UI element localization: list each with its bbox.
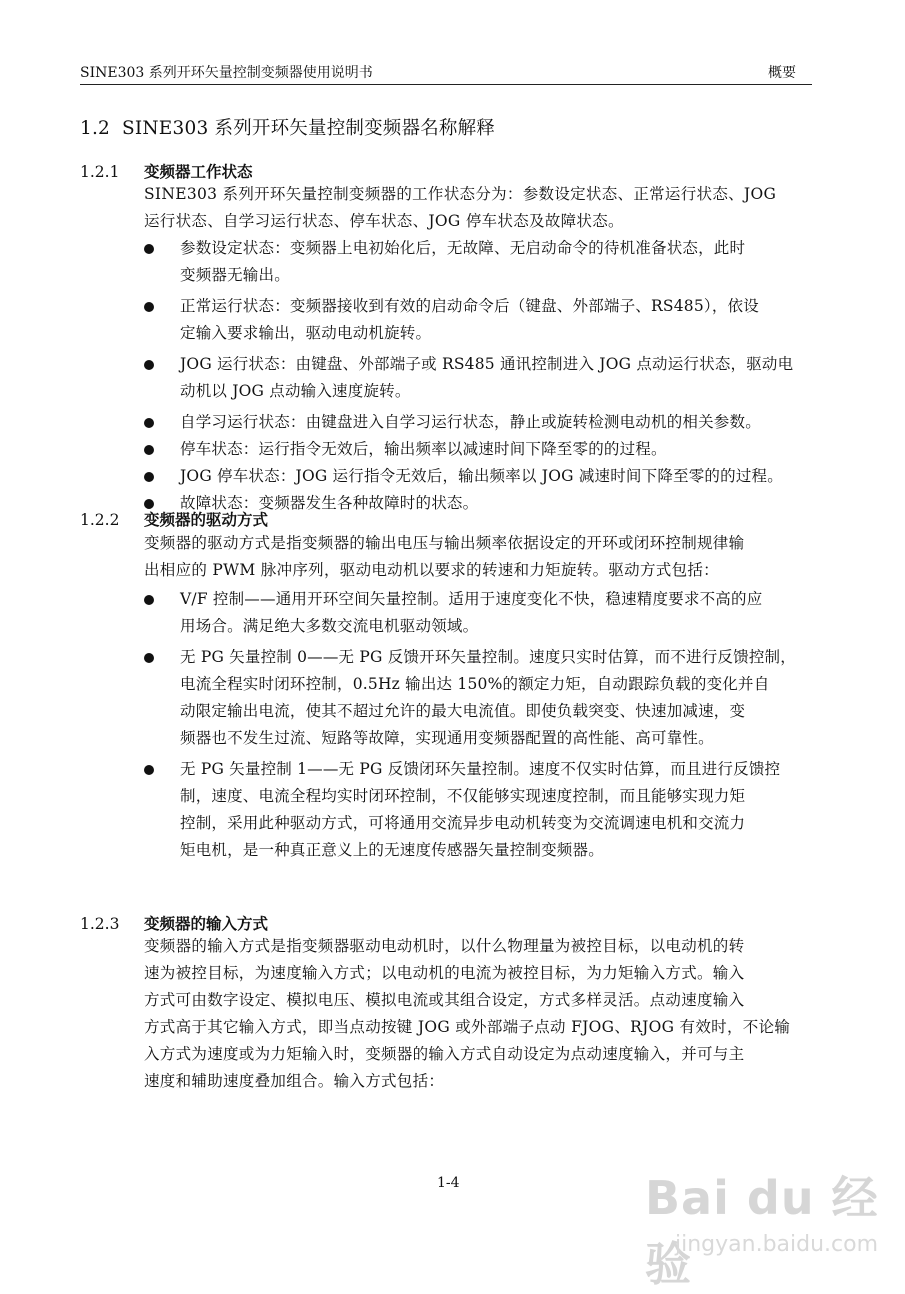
bullet-icon	[144, 765, 154, 775]
bullet-icon	[144, 445, 154, 455]
text-line: 速为被控目标，为速度输入方式；以电动机的电流为被控目标，为力矩输入方式。输入	[144, 964, 745, 982]
baidu-watermark	[645, 1162, 895, 1291]
text-line: 方式可由数字设定、模拟电压、模拟电流或其组合设定，方式多样灵活。点动速度输入	[144, 991, 745, 1009]
section-number: 1.2	[80, 118, 111, 139]
text-line: 速度和辅助速度叠加组合。输入方式包括：	[144, 1072, 445, 1090]
bullet-icon	[144, 653, 154, 663]
list-item: 停车状态：运行指令无效后，输出频率以减速时间下降至零的的过程。	[144, 436, 812, 463]
list-item: JOG 运行状态：由键盘、外部端子或 RS485 通讯控制进入 JOG 点动运行状态，驱动电 动机以 JOG 点动输入速度旋转。	[144, 351, 812, 405]
watermark-url: jingyan.baidu.com	[675, 1232, 879, 1257]
list-item: JOG 停车状态：JOG 运行指令无效后，输出频率以 JOG 减速时间下降至零的的过程。	[144, 463, 812, 490]
list-item: 无 PG 矢量控制 0——无 PG 反馈开环矢量控制。速度只实时估算，而不进行反馈控制， 电流全程实时闭环控制，0.5Hz 输出达 150%的额定力矩，自动跟踪负载的变化并自 动限定输出电流，使其不超过允许的最大电流值。即使负载突变、快速加减速，变 频器也不发生过流、短路等故障，实现通用变频器配置的高性能、高可靠性。	[144, 644, 812, 752]
subsection-number: 1.2.2	[80, 511, 120, 529]
subsection-heading-1-2-1	[80, 160, 253, 182]
text-line: 方式高于其它输入方式，即当点动按键 JOG 或外部端子点动 FJOG、RJOG 有效时，不论输	[144, 1018, 791, 1036]
page-header	[80, 58, 812, 85]
section-heading-1-2	[80, 114, 495, 140]
watermark-logo: Bai du 经验	[645, 1171, 879, 1291]
header-section: 概要	[768, 65, 796, 81]
subsection-number: 1.2.1	[80, 163, 120, 181]
bullet-icon	[144, 595, 154, 605]
list-item: 自学习运行状态：由键盘进入自学习运行状态，静止或旋转检测电动机的相关参数。	[144, 409, 812, 436]
bullet-icon	[144, 418, 154, 428]
subsection-title: 变频器的输入方式	[144, 914, 269, 933]
subsection-number: 1.2.3	[80, 915, 120, 933]
paragraph-input-modes	[144, 933, 812, 1095]
bullet-icon	[144, 244, 154, 254]
subsection-heading-1-2-3	[80, 912, 268, 934]
header-title: SINE303 系列开环矢量控制变频器使用说明书	[80, 65, 373, 81]
list-item: 故障状态：变频器发生各种故障时的状态。	[144, 490, 812, 517]
bullet-icon	[144, 302, 154, 312]
list-item: 无 PG 矢量控制 1——无 PG 反馈闭环矢量控制。速度不仅实时估算，而且进行反馈控 制，速度、电流全程均实时闭环控制，不仅能够实现速度控制，而且能够实现力矩 控制，采用此种驱动方式，可将通用交流异步电动机转变为交流调速电机和交流力 矩电机，是一种真正意义上的无速度传感器矢量控制变频器。	[144, 756, 812, 864]
text-line: 出相应的 PWM 脉冲序列，驱动电动机以要求的转速和力矩旋转。驱动方式包括：	[144, 561, 719, 579]
text-line: 入方式为速度或为力矩输入时，变频器的输入方式自动设定为点动速度输入，并可与主	[144, 1045, 745, 1063]
text-line: 运行状态、自学习运行状态、停车状态、JOG 停车状态及故障状态。	[144, 212, 624, 230]
subsection-heading-1-2-2	[80, 508, 268, 530]
text-line: SINE303 系列开环矢量控制变频器的工作状态分为：参数设定状态、正常运行状态、JOG	[144, 185, 777, 203]
page-number: 1-4	[437, 1175, 460, 1191]
list-work-states	[144, 235, 812, 517]
list-item: 正常运行状态：变频器接收到有效的启动命令后（键盘、外部端子、RS485），依设 定输入要求输出，驱动电动机旋转。	[144, 293, 812, 347]
paragraph-drive-modes	[144, 530, 812, 584]
subsection-title: 变频器的驱动方式	[144, 510, 269, 529]
bullet-icon	[144, 472, 154, 482]
text-line: 变频器的输入方式是指变频器驱动电动机时，以什么物理量为被控目标，以电动机的转	[144, 937, 745, 955]
bullet-icon	[144, 360, 154, 370]
list-drive-modes	[144, 586, 812, 864]
list-item: 参数设定状态：变频器上电初始化后，无故障、无启动命令的待机准备状态，此时 变频器无输出。	[144, 235, 812, 289]
subsection-title: 变频器工作状态	[144, 162, 253, 181]
text-line: 变频器的驱动方式是指变频器的输出电压与输出频率依据设定的开环或闭环控制规律输	[144, 534, 745, 552]
section-title: SINE303 系列开环矢量控制变频器名称解释	[122, 118, 495, 139]
paragraph-work-states	[144, 181, 812, 235]
list-item: V/F 控制——通用开环空间矢量控制。适用于速度变化不快，稳速精度要求不高的应 用场合。满足绝大多数交流电机驱动领域。	[144, 586, 812, 640]
